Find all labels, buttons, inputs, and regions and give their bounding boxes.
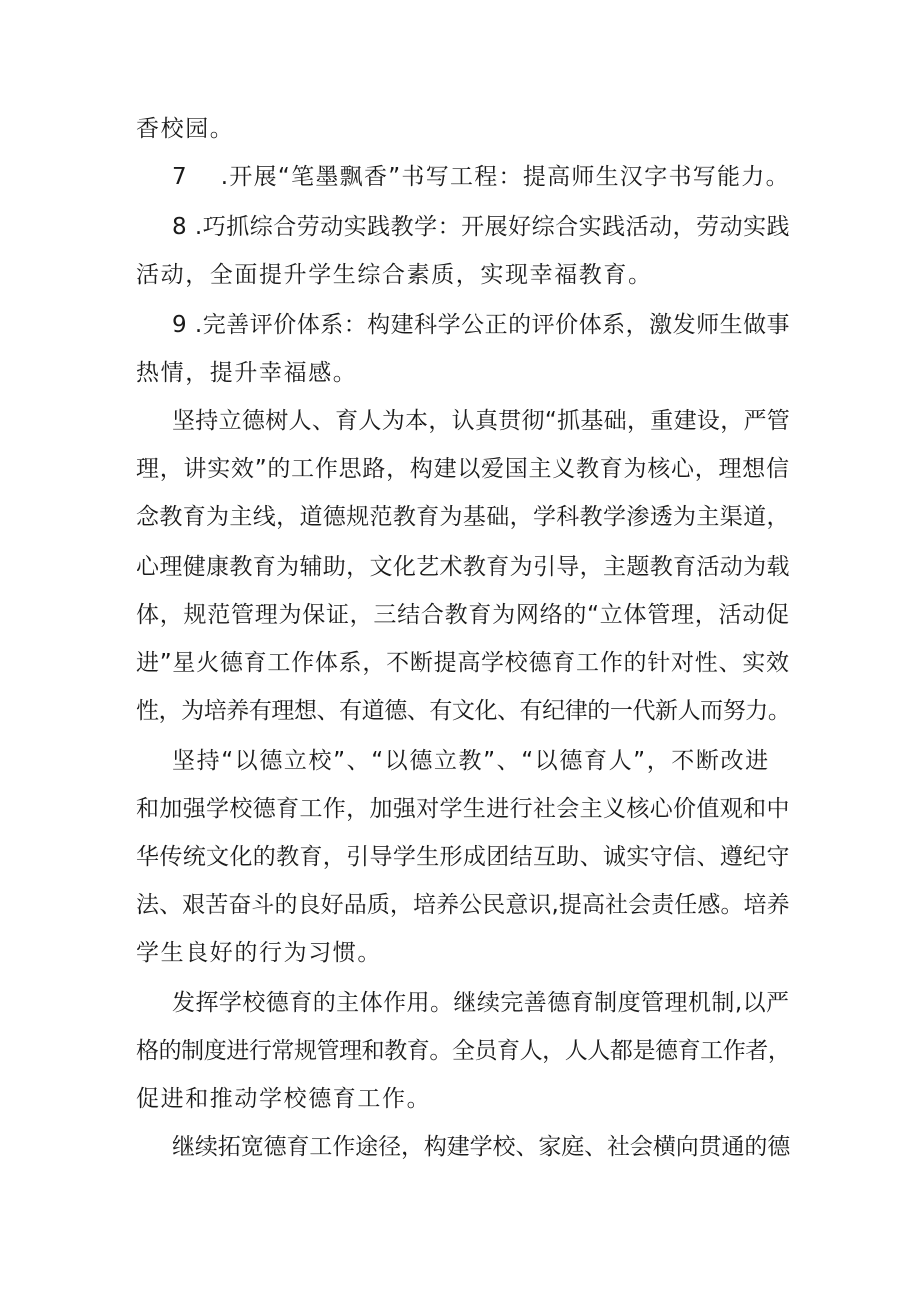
paragraph-1-line: 进”星火德育工作体系，不断提高学校德育工作的针对性、实效 [136, 650, 790, 676]
paragraph-1-line: 念教育为主线，道德规范教育为基础，学科教学渗透为主渠道， [136, 504, 790, 530]
paragraph-1-line: 性，为培养有理想、有道德、有文化、有纪律的一代新人而努力。 [136, 698, 791, 724]
paragraph-3-line: 格的制度进行常规管理和教育。全员育人，人人都是德育工作者， [136, 1038, 791, 1064]
list-item-8: 8 .巧抓综合劳动实践教学：开展好综合实践活动，劳动实践 [172, 214, 791, 240]
text-line: 香校园。 [136, 116, 235, 142]
paragraph-2-line: 学生良好的行为习惯。 [136, 940, 382, 966]
paragraph-1-line: 理，讲实效”的工作思路，构建以爱国主义教育为核心，理想信 [136, 456, 790, 482]
list-item-9: 9 .完善评价体系：构建科学公正的评价体系，激发师生做事 [172, 312, 791, 338]
text-line: 热情，提升幸福感。 [136, 360, 358, 386]
paragraph-2-line: 法、艰苦奋斗的良好品质，培养公民意识,提高社会责任感。培养 [136, 892, 790, 918]
paragraph-2-line: 坚持“以德立校”、“以德立教”、“以德育人”，不断改进 [172, 748, 770, 774]
paragraph-1-line: 坚持立德树人、育人为本，认真贯彻“抓基础，重建设，严管 [172, 408, 791, 434]
paragraph-2-line: 和加强学校德育工作，加强对学生进行社会主义核心价值观和中 [136, 796, 790, 822]
text-line: 活动，全面提升学生综合素质，实现幸福教育。 [136, 262, 653, 288]
list-item-7: 7 .开展“笔墨飘香”书写工程：提高师生汉字书写能力。 [172, 164, 790, 190]
paragraph-3-line: 促进和推动学校德育工作。 [136, 1086, 432, 1112]
paragraph-1-line: 体，规范管理为保证，三结合教育为网络的“立体管理，活动促 [136, 602, 790, 628]
paragraph-1-line: 心理健康教育为辅助，文化艺术教育为引导，主题教育活动为载 [136, 554, 790, 580]
paragraph-4-line: 继续拓宽德育工作途径，构建学校、家庭、社会横向贯通的德 [172, 1134, 791, 1160]
paragraph-3-line: 发挥学校德育的主体作用。继续完善德育制度管理机制,以严 [172, 990, 790, 1016]
paragraph-2-line: 华传统文化的教育，引导学生形成团结互助、诚实守信、遵纪守 [136, 844, 790, 870]
